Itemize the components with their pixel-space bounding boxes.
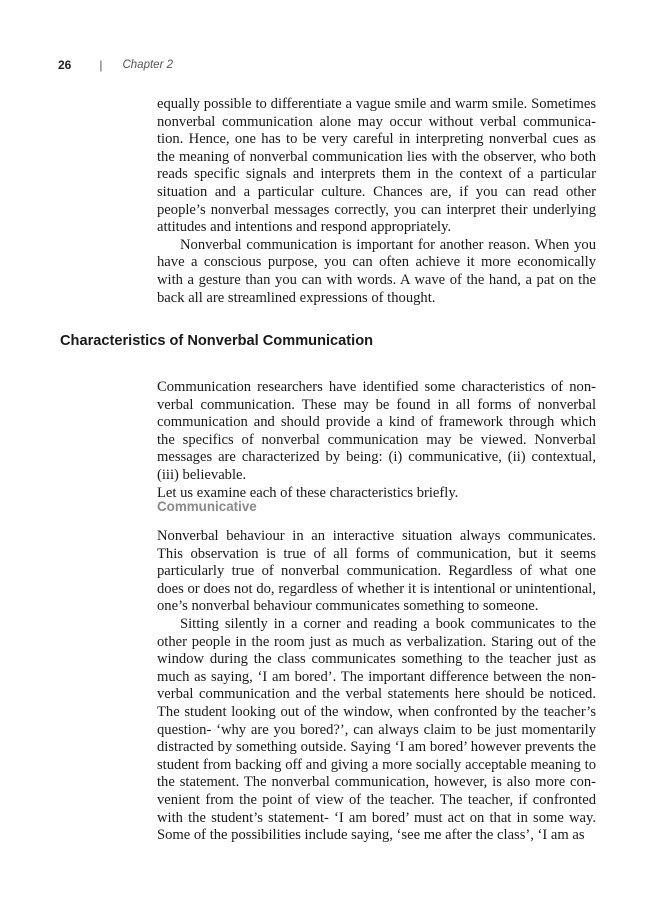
paragraph: Nonverbal behaviour in an interactive situation always communicates. This observation is true of all forms of communication, but it seems particularly true of nonverbal communication. Regardless of what one does or does not do, regardless of whether it is intentional or unintentional, one’s nonverbal behaviour communicates something to someone. [157, 528, 596, 615]
paragraph: Nonverbal communication is important for another reason. When you have a conscious purpose, you can often achieve it more economically with a gesture than you can with words. A wave of the hand, a pat on the back all are streamlined expressions of thought. [157, 236, 596, 306]
section-heading: Characteristics of Nonverbal Communication [60, 333, 374, 349]
intro-text [157, 96, 596, 307]
subsection-heading: Communicative [157, 499, 257, 514]
chapter-label: Chapter 2 [122, 59, 173, 71]
paragraph: Let us examine each of these characteristics briefly. [157, 484, 459, 501]
section-text [157, 379, 596, 502]
running-header [58, 58, 173, 72]
page-number: 26 [58, 58, 72, 72]
paragraph: equally possible to differentiate a vague smile and warm smile. Sometimes nonverbal communication alone may occur without verbal communication. Hence, one has to be very careful in interpreting nonverbal cues as the meaning of nonverbal communication lies with the observer, who both reads specific signals and interprets them in the context of a particular situation and a particular culture. Chances are, if you can read other people’s nonverbal messages correctly, you can interpret their underlying attitudes and intentions and respond appropriately. [157, 96, 596, 236]
paragraph: Communication researchers have identified some characteristics of nonverbal communication. These may be found in all forms of nonverbal communication and should provide a kind of framework through which the specifics of nonverbal communication may be viewed. Nonverbal messages are characterized by being: (i) communicative, (ii) contextual, (iii) believable. [157, 379, 596, 483]
header-separator: | [99, 58, 103, 72]
subsection-text [157, 528, 596, 845]
paragraph: Sitting silently in a corner and reading a book communicates to the other people in the room just as much as verbalization. Staring out of the window during the class communicates something to the teacher just as much as saying, ‘I am bored’. The important difference between the nonverbal communication and the verbal statements here should be noticed. The student looking out of the window, when confronted by the teacher’s question- ‘why are you bored?’, can always claim to be just momentarily distracted by something outside. Saying ‘I am bored’ however prevents the student from backing off and giving a more socially acceptable meaning to the statement. The nonverbal communication, however, is also more convenient from the point of view of the teacher. The teacher, if confronted with the student’s statement- ‘I am bored’ must act on that in some way. Some of the possibilities include saying, ‘see me after the class’, ‘I am as [157, 615, 596, 844]
